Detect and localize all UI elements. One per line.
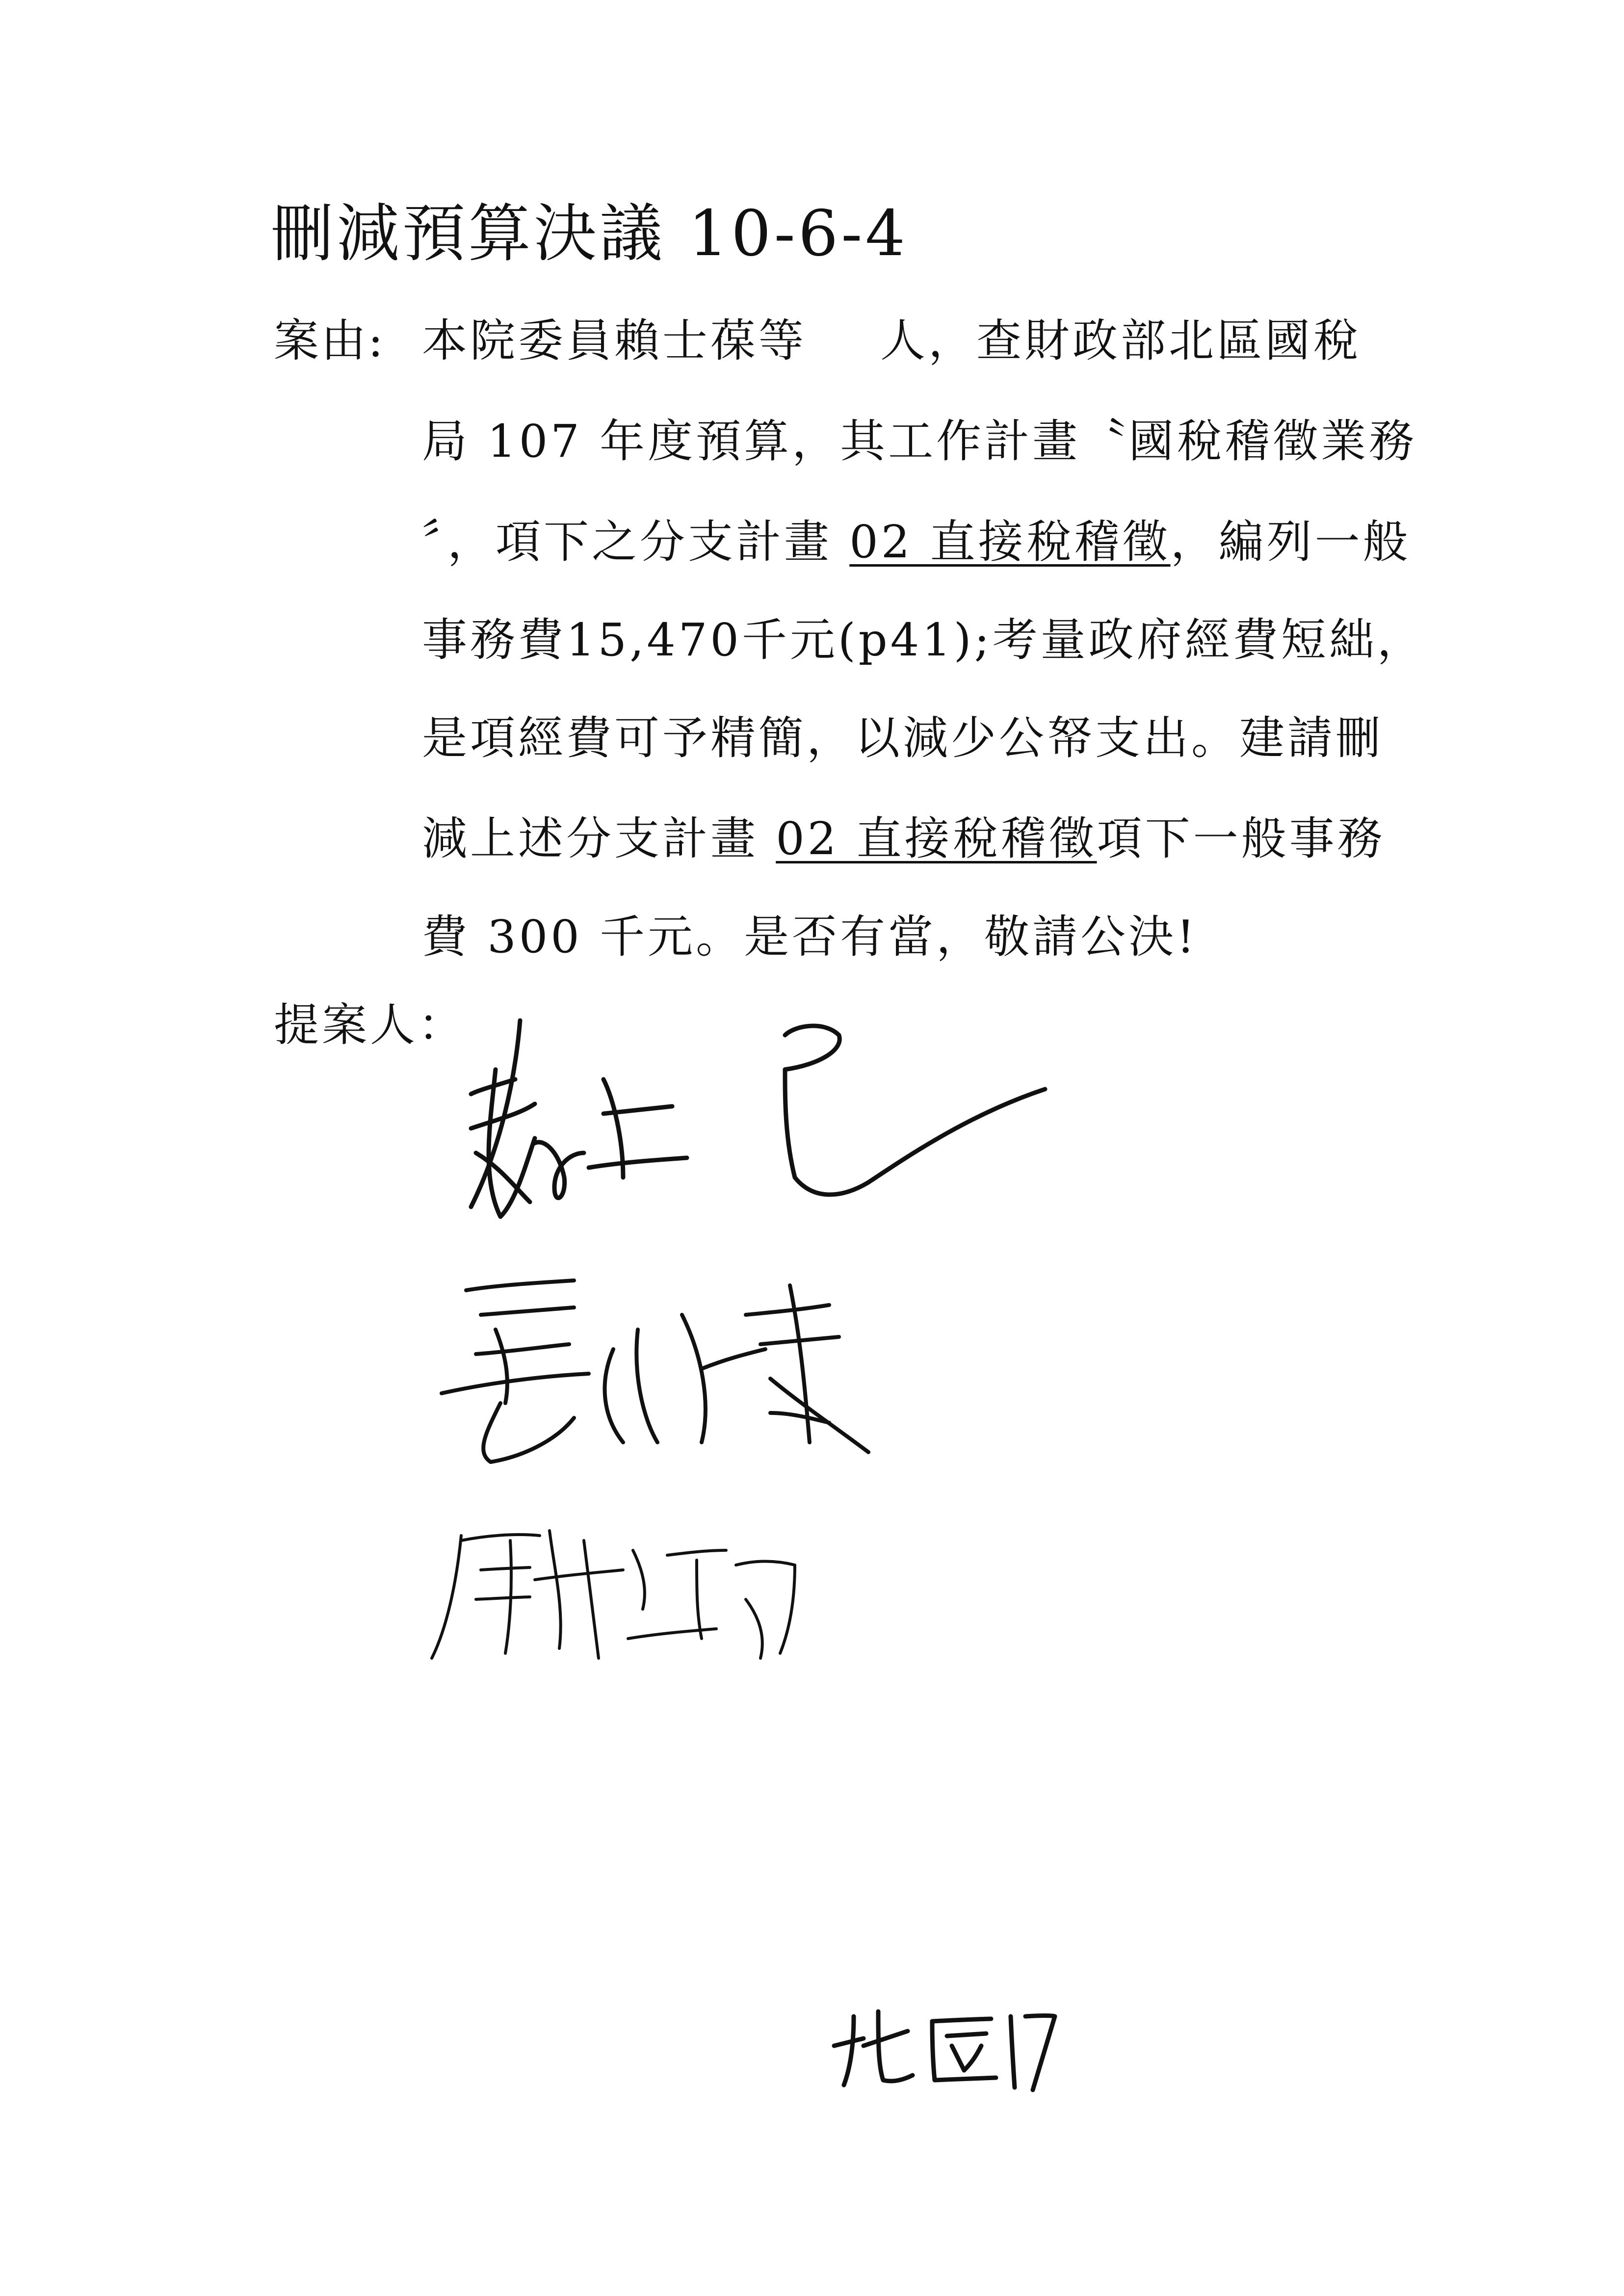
case-label: 案由: [274, 314, 385, 367]
case-line-7: 費 300 千元。是否有當，敬請公決! [422, 911, 1198, 963]
case-line-6-post: 項下一般事務 [1097, 812, 1386, 865]
case-line-3-pre: 〞，項下之分支計畫 [422, 516, 850, 568]
case-line-3 [422, 515, 1411, 569]
case-line-6 [422, 812, 1386, 866]
case-line-6-underlined: 02 直接稅稽徵 [776, 812, 1097, 865]
case-line-3-underlined: 02 直接稅稽徵 [849, 516, 1171, 568]
signature-2 [427, 1256, 942, 1477]
document-title: 刪減預算決議 10-6-4 [271, 197, 908, 270]
proposer-label: 提案人： [274, 999, 467, 1051]
case-line-2: 局 107 年度預算，其工作計畫〝國稅稽徵業務 [422, 415, 1417, 468]
signature-1 [442, 991, 1079, 1246]
case-line-1 [422, 314, 1361, 368]
footer-handwritten-note [824, 2002, 1060, 2095]
case-line-3-post: ，編列一般 [1170, 516, 1411, 568]
case-line-1a: 本院委員賴士葆等 [422, 314, 807, 367]
case-line-1b: 人，查財政部北區國稅 [880, 314, 1362, 367]
case-line-5: 是項經費可予精簡，以減少公帑支出。建請刪 [422, 712, 1384, 764]
case-line-6-pre: 減上述分支計畫 [422, 812, 776, 865]
signature-3 [422, 1511, 844, 1668]
case-line-4: 事務費15,470千元(p41);考量政府經費短絀， [422, 614, 1425, 666]
